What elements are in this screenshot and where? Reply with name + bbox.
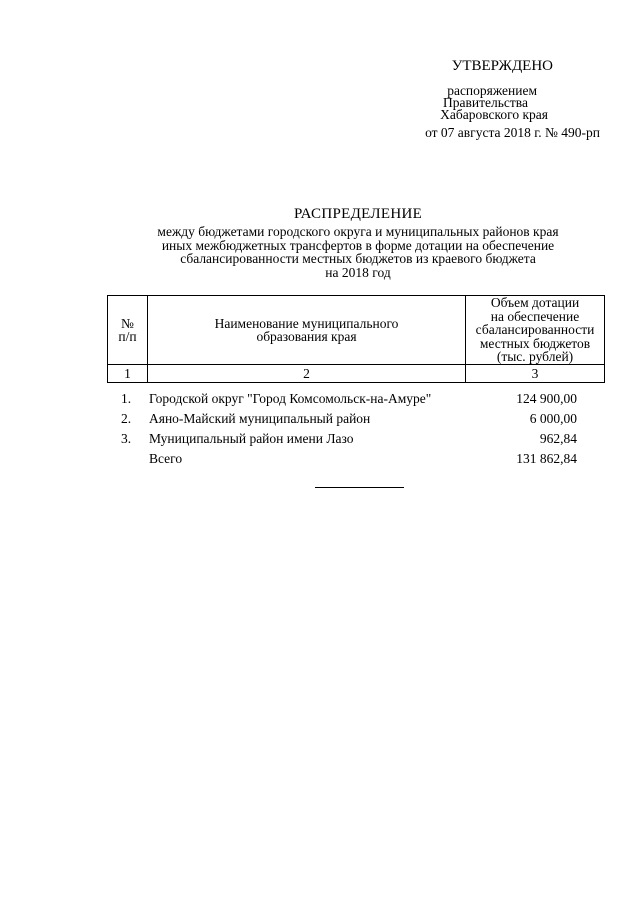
row-number: 3. — [121, 431, 132, 446]
approval-title: УТВЕРЖДЕНО — [451, 58, 553, 74]
subtitle-line: между бюджетами городского округа и муниципальных районов края — [157, 224, 559, 239]
header-text: № — [121, 315, 134, 331]
row-name: Муниципальный район имени Лазо — [149, 431, 354, 446]
row-value: 962,84 — [539, 431, 577, 446]
header-text: сбалансированности — [475, 322, 595, 338]
row-value: 124 900,00 — [516, 391, 577, 406]
subtitle-line: сбалансированности местных бюджетов из краевого бюджета — [180, 251, 536, 266]
row-number: 2. — [121, 411, 132, 426]
subtitle-line: иных межбюджетных трансфертов в форме дотации на обеспечение — [161, 237, 555, 253]
table-column-number-row — [108, 365, 605, 383]
header-cell-number — [108, 296, 148, 365]
row-value: 6 000,00 — [529, 411, 577, 426]
document-subtitle — [0, 225, 640, 279]
approval-line: Правительства — [443, 95, 528, 110]
header-cell-amount — [466, 296, 605, 365]
column-number: 3 — [466, 365, 605, 383]
total-label: Всего — [149, 451, 183, 466]
header-text: образования края — [256, 329, 357, 344]
row-number: 1. — [121, 391, 132, 406]
total-value: 131 862,84 — [516, 451, 577, 466]
end-divider — [315, 487, 404, 488]
header-text: Объем дотации — [490, 295, 580, 311]
header-text: Наименование муниципального — [214, 315, 399, 331]
subtitle-line: на 2018 год — [325, 264, 391, 280]
table-header-row — [108, 296, 605, 365]
header-text: местных бюджетов — [479, 335, 591, 351]
row-name: Аяно-Майский муниципальный район — [149, 411, 371, 426]
document-title: РАСПРЕДЕЛЕНИЕ — [293, 206, 423, 222]
approval-line: распоряжением — [447, 83, 537, 98]
header-cell-name — [148, 296, 466, 365]
approval-date-line: от 07 августа 2018 г. № 490-рп — [425, 125, 600, 140]
column-number: 2 — [148, 365, 466, 383]
column-number: 1 — [108, 365, 148, 383]
header-text: на обеспечение — [490, 308, 580, 324]
row-name: Городской округ "Город Комсомольск-на-Амуре" — [149, 391, 432, 406]
header-text: п/п — [118, 329, 137, 344]
approval-line: Хабаровского края — [440, 107, 548, 122]
header-text: (тыс. рублей) — [496, 349, 574, 365]
distribution-table-header — [107, 295, 605, 383]
